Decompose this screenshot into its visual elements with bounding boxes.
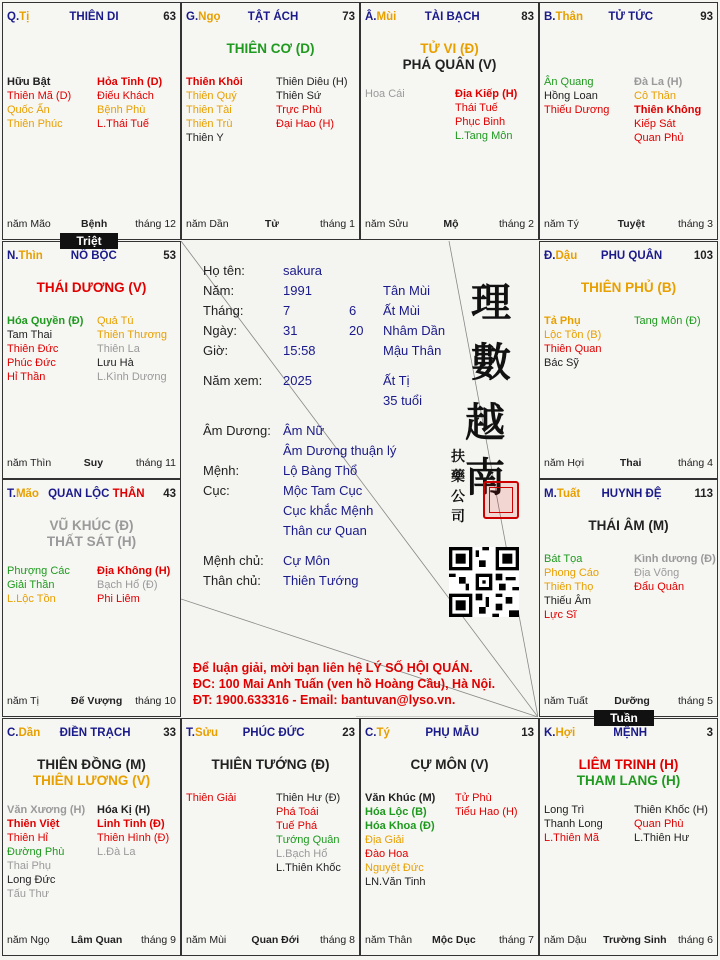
- palace-branch: Đ.Dậu: [544, 250, 578, 262]
- palace-month: tháng 11: [135, 457, 176, 469]
- palace-name: ĐIỀN TRẠCH: [59, 727, 131, 739]
- star-item: Văn Xương (H): [7, 804, 86, 816]
- palace-stage: Quan Đới: [251, 934, 300, 946]
- triet-tag: Triệt: [60, 233, 118, 249]
- palace-branch: Â.Mùi: [365, 11, 397, 23]
- palace-name: THIÊN DI: [69, 11, 119, 23]
- palace-branch: G.Ngọ: [186, 11, 221, 23]
- palace-branch: C.Dần: [7, 727, 41, 739]
- palace-month: tháng 4: [677, 457, 713, 469]
- star-item: Thiên Giải: [186, 792, 237, 804]
- info-amduong2: Âm Dương thuận lý: [283, 443, 397, 458]
- palace-header: [186, 11, 355, 25]
- star-item: Tang Môn (Đ): [634, 315, 701, 327]
- info-day-label: Ngày:: [203, 323, 237, 338]
- star-item: Hóa Khoa (Đ): [365, 820, 435, 832]
- palace-header: [544, 11, 713, 25]
- main-star: THẤT SÁT (H): [46, 534, 137, 549]
- info-amduong-label: Âm Dương:: [203, 423, 271, 438]
- star-list-left: [544, 803, 603, 845]
- main-star: CỰ MÔN (V): [410, 757, 489, 772]
- star-item: Thai Phụ: [7, 860, 52, 872]
- palace-footer: [544, 457, 713, 470]
- star-item: Đại Hao (H): [276, 118, 335, 130]
- star-item: Quan Phủ: [634, 132, 684, 144]
- star-item: Thiên Hỉ: [7, 832, 48, 844]
- palace-branch: Q.Tị: [7, 11, 30, 23]
- star-item: Thiên Không: [634, 104, 702, 116]
- palace-number: 113: [694, 488, 713, 500]
- star-item: Hồng Loan: [544, 90, 598, 102]
- info-menhchu: Cự Môn: [283, 553, 330, 568]
- palace-branch: T.Mão: [7, 488, 39, 500]
- main-stars: [361, 757, 538, 773]
- calligraphy-char: 越: [465, 399, 505, 446]
- palace-stage: Mộc Dục: [431, 934, 476, 946]
- info-menh-label: Mệnh:: [203, 463, 240, 478]
- palace-branch: C.Tý: [365, 727, 390, 739]
- star-item: Phượng Các: [7, 565, 70, 577]
- palace-number: 63: [163, 11, 176, 23]
- palace-branch: K.Hợi: [544, 727, 576, 739]
- palace-year: năm Mão: [7, 218, 51, 230]
- star-item: Đẩu Quân: [634, 581, 685, 593]
- star-item: L.Đà La: [97, 846, 136, 858]
- main-stars: [540, 280, 717, 296]
- star-item: Tuế Phá: [276, 820, 318, 832]
- star-item: Thiên Mã (D): [7, 90, 72, 102]
- palace-number: 13: [521, 727, 534, 739]
- calligraphy-char: 理: [471, 279, 511, 326]
- star-item: Thiên Hình (Đ): [97, 832, 170, 844]
- info-hour-label: Giờ:: [203, 343, 229, 358]
- star-item: Trực Phù: [276, 104, 322, 116]
- palace-year: năm Tuất: [544, 695, 588, 707]
- star-item: Thiên Đức: [7, 343, 59, 355]
- star-item: Tam Thai: [7, 329, 53, 341]
- info-day-cc: Nhâm Dần: [383, 323, 446, 338]
- calligraphy-small: 司: [451, 509, 465, 525]
- palace-header: [544, 250, 713, 264]
- star-item: Thiên Tài: [186, 104, 232, 116]
- main-star: THIÊN PHỦ (B): [580, 280, 677, 295]
- star-item: Giải Thần: [7, 579, 55, 591]
- star-item: L.Tang Môn: [455, 130, 513, 142]
- star-item: Địa Võng: [634, 567, 680, 579]
- star-item: Thiên Thọ: [544, 581, 594, 593]
- palace-branch: T.Sửu: [186, 727, 218, 739]
- star-item: Thanh Long: [544, 818, 603, 830]
- star-list-left: [365, 87, 405, 101]
- palace-number: 33: [163, 727, 176, 739]
- main-star: THÁI ÂM (M): [588, 518, 669, 533]
- calligraphy-char: 數: [471, 339, 511, 386]
- star-item: Long Đức: [7, 874, 56, 886]
- center-info-panel: [181, 241, 538, 717]
- info-day: 31: [283, 323, 298, 338]
- palace-number: 3: [706, 727, 713, 739]
- palace-month: tháng 5: [677, 695, 713, 707]
- star-item: Kình dương (Đ): [634, 553, 716, 565]
- star-item: Tấu Thư: [7, 888, 50, 900]
- palace-month: tháng 1: [319, 218, 355, 230]
- palace-stage: Bệnh: [81, 218, 108, 230]
- palace-stage: Tuyệt: [617, 218, 645, 230]
- main-star: PHÁ QUÂN (V): [402, 57, 497, 72]
- star-item: Hóa Kị (H): [97, 804, 151, 816]
- palace-month: tháng 7: [498, 934, 534, 946]
- star-item: Phá Toái: [276, 806, 319, 818]
- star-list-left: [544, 314, 601, 370]
- star-item: Quan Phù: [634, 818, 684, 830]
- palace-stage: Dưỡng: [614, 695, 650, 707]
- info-cuc-label: Cục:: [203, 483, 230, 498]
- palace-tat-ach[interactable]: [181, 2, 360, 240]
- info-hour-cc: Mậu Thân: [383, 343, 442, 358]
- star-list-left: [186, 791, 236, 805]
- star-item: Thiếu Âm: [544, 595, 592, 607]
- info-cuc: Mộc Tam Cục: [283, 483, 363, 498]
- palace-year: năm Mùi: [186, 934, 227, 946]
- star-item: Hữu Bật: [7, 76, 51, 88]
- palace-branch: B.Thân: [544, 11, 583, 23]
- star-item: Thiên Thương: [97, 329, 168, 341]
- info-menhchu-label: Mệnh chủ:: [203, 553, 264, 568]
- info-view-cc: Ất Tị: [383, 373, 410, 388]
- palace-footer: [186, 218, 355, 231]
- star-list-right: [276, 791, 341, 875]
- info-year-label: Năm:: [203, 283, 235, 298]
- palace-branch: M.Tuất: [544, 488, 581, 500]
- star-item: Tả Phụ: [544, 315, 581, 327]
- main-star: VŨ KHÚC (Đ): [49, 518, 134, 533]
- info-month: 7: [283, 303, 291, 318]
- star-list-right: [634, 75, 701, 145]
- palace-stage: Mộ: [443, 218, 459, 230]
- palace-stage: Suy: [83, 457, 104, 469]
- palace-month: tháng 12: [135, 218, 176, 230]
- palace-menh[interactable]: [539, 718, 718, 956]
- palace-year: năm Dần: [186, 218, 229, 230]
- star-item: LN.Văn Tinh: [365, 876, 426, 888]
- star-item: Phi Liêm: [97, 593, 140, 605]
- star-item: Tiểu Hao (H): [455, 806, 518, 818]
- main-star: THAM LANG (H): [576, 773, 681, 788]
- star-item: Tử Phù: [455, 792, 492, 804]
- palace-footer: [7, 934, 176, 947]
- info-age: 35 tuổi: [383, 393, 423, 408]
- palace-month: tháng 3: [677, 218, 713, 230]
- star-item: Thiên Khôi: [186, 76, 243, 88]
- palace-stage: Thai: [619, 457, 642, 469]
- info-thanchu: Thiên Tướng: [283, 573, 359, 588]
- palace-month: tháng 6: [677, 934, 713, 946]
- star-item: Thiên Quý: [186, 90, 237, 102]
- palace-footer: [365, 934, 534, 947]
- star-item: Đào Hoa: [365, 848, 409, 860]
- palace-phuc-duc[interactable]: [181, 718, 360, 956]
- palace-footer: [7, 457, 176, 470]
- contact-line-3: ĐT: 1900.633316 - Email: bantuvan@lyso.vn.: [193, 693, 456, 707]
- star-item: Bát Tọa: [544, 553, 583, 565]
- star-item: L.Thiên Hư: [634, 832, 690, 844]
- star-list-right: [634, 803, 708, 845]
- star-item: Thái Tuế: [455, 102, 498, 114]
- palace-year: năm Ngọ: [7, 934, 50, 946]
- main-star: THIÊN TƯỚNG (Đ): [211, 757, 330, 772]
- star-item: Thiên Diêu (H): [276, 76, 348, 88]
- main-stars: [540, 518, 717, 534]
- palace-stage: Tử: [264, 218, 279, 230]
- palace-year: năm Thân: [365, 934, 413, 946]
- star-item: L.Thái Tuế: [97, 118, 149, 130]
- main-star: THÁI DƯƠNG (V): [36, 280, 147, 295]
- palace-number: 53: [163, 250, 176, 262]
- star-item: Thiên Hư (Đ): [276, 792, 341, 804]
- star-item: Lộc Tồn (B): [544, 329, 602, 341]
- info-day-lunar: 20: [349, 323, 364, 338]
- info-view-year: 2025: [283, 373, 312, 388]
- star-item: Nguyệt Đức: [365, 862, 424, 874]
- calligraphy-small: 公: [451, 489, 465, 505]
- star-item: Địa Không (H): [97, 565, 171, 577]
- star-item: Long Trì: [544, 804, 585, 816]
- star-item: Ân Quang: [544, 76, 594, 88]
- palace-huynh-de[interactable]: [539, 479, 718, 717]
- info-name: sakura: [283, 263, 323, 278]
- palace-number: 103: [693, 250, 713, 262]
- star-item: Văn Khúc (M): [365, 792, 436, 804]
- palace-name: TÀI BẠCH: [424, 11, 480, 23]
- main-stars: [182, 41, 359, 57]
- star-list-left: [7, 803, 85, 901]
- star-item: Cô Thần: [634, 90, 676, 102]
- star-item: L.Lộc Tồn: [7, 593, 56, 605]
- palace-month: tháng 2: [498, 218, 534, 230]
- palace-name: TỬ TỨC: [608, 11, 654, 23]
- palace-month: tháng 9: [140, 934, 176, 946]
- star-item: Đường Phù: [7, 846, 65, 858]
- tuan-tag: Tuần: [594, 710, 654, 726]
- star-item: Bạch Hổ (Đ): [97, 579, 158, 591]
- contact-line-1: Để luận giải, mời bạn liên hệ LÝ SỐ HỘI QUÁN.: [193, 661, 473, 675]
- palace-stage: Trường Sinh: [603, 934, 667, 946]
- main-stars: [182, 757, 359, 773]
- star-list-left: [365, 791, 435, 889]
- palace-header: [544, 727, 713, 741]
- star-item: Thiên Khốc (H): [634, 804, 708, 816]
- palace-footer: [186, 934, 355, 947]
- star-item: Phục Binh: [455, 116, 506, 128]
- star-item: Kiếp Sát: [634, 118, 676, 130]
- star-item: Địa Kiếp (H): [455, 88, 518, 100]
- info-menh: Lộ Bàng Thổ: [283, 463, 358, 478]
- star-item: Bệnh Phù: [97, 104, 146, 116]
- info-cuc2: Cục khắc Mệnh: [283, 503, 374, 518]
- star-item: Hóa Quyền (Đ): [7, 315, 84, 327]
- palace-phu-mau[interactable]: [360, 718, 539, 956]
- palace-stage: Lâm Quan: [70, 934, 123, 946]
- star-list-left: [544, 75, 609, 117]
- star-list-right: [97, 564, 170, 606]
- palace-branch: N.Thìn: [7, 250, 43, 262]
- palace-year: năm Tý: [544, 218, 579, 230]
- star-list-right: [97, 803, 169, 859]
- palace-tai-bach[interactable]: [360, 2, 539, 240]
- palace-footer: [7, 695, 176, 708]
- calligraphy-small: 藥: [451, 469, 465, 485]
- palace-name: QUAN LỘC THÂN: [48, 488, 145, 500]
- palace-name: PHU QUÂN: [600, 250, 663, 262]
- star-item: Thiên La: [97, 343, 140, 355]
- star-list-left: [7, 75, 71, 131]
- star-list-right: [455, 791, 518, 819]
- main-star: THIÊN ĐỒNG (M): [37, 757, 146, 772]
- star-list-left: [544, 552, 599, 622]
- palace-month: tháng 8: [319, 934, 355, 946]
- star-list-right: [455, 87, 517, 143]
- palace-tu-tuc[interactable]: [539, 2, 718, 240]
- palace-header: [7, 11, 176, 25]
- star-item: Hỉ Thần: [7, 371, 46, 383]
- star-item: Thiên Trù: [186, 118, 233, 130]
- palace-stage: Đế Vượng: [71, 695, 123, 707]
- info-year-cc: Tân Mùi: [383, 283, 430, 298]
- star-item: Hỏa Tinh (D): [97, 76, 163, 88]
- star-list-right: [97, 314, 167, 384]
- info-month-label: Tháng:: [203, 303, 244, 318]
- info-name-label: Họ tên:: [203, 263, 245, 278]
- palace-name: TẬT ÁCH: [247, 11, 299, 23]
- palace-header: [7, 727, 176, 741]
- palace-name: NÔ BỘC: [70, 250, 117, 262]
- palace-no-boc[interactable]: [2, 241, 181, 479]
- star-item: Lưu Hà: [97, 357, 134, 369]
- star-item: L.Thiên Khốc: [276, 862, 341, 874]
- palace-year: năm Sửu: [365, 218, 409, 230]
- star-list-right: [97, 75, 162, 131]
- palace-header: [365, 11, 534, 25]
- info-year: 1991: [283, 283, 312, 298]
- palace-name: MỆNH: [613, 727, 648, 739]
- info-amduong: Âm Nữ: [283, 423, 325, 438]
- star-item: Thiên Phúc: [7, 118, 63, 130]
- palace-header: [186, 727, 355, 741]
- star-item: Quốc Ấn: [7, 104, 50, 116]
- palace-phu-quan[interactable]: [539, 241, 718, 479]
- main-star: THIÊN CƠ (D): [226, 41, 315, 56]
- palace-number: 83: [521, 11, 534, 23]
- palace-name: PHÚC ĐỨC: [242, 727, 305, 739]
- palace-year: năm Hợi: [544, 457, 585, 469]
- palace-number: 43: [163, 488, 176, 500]
- star-list-left: [7, 314, 83, 384]
- palace-footer: [365, 218, 534, 231]
- info-hour: 15:58: [283, 343, 316, 358]
- calligraphy-char: 南: [465, 454, 505, 501]
- star-list-right: [634, 314, 701, 328]
- info-cuc3: Thân cư Quan: [283, 523, 367, 538]
- palace-year: năm Tị: [7, 695, 39, 707]
- star-item: Bác Sỹ: [544, 357, 579, 369]
- palace-header: [365, 727, 534, 741]
- palace-footer: [544, 934, 713, 947]
- qr-code-icon[interactable]: [449, 547, 519, 617]
- star-list-left: [186, 75, 243, 145]
- star-item: Hóa Lộc (B): [365, 806, 427, 818]
- star-item: Điếu Khách: [97, 90, 154, 102]
- palace-number: 73: [342, 11, 355, 23]
- star-item: Tướng Quân: [276, 834, 340, 846]
- star-item: Hoa Cái: [365, 88, 405, 100]
- red-seal-icon: [483, 481, 519, 519]
- main-star: THIÊN LƯƠNG (V): [32, 773, 151, 788]
- palace-header: [7, 250, 176, 264]
- main-stars: [361, 41, 538, 73]
- star-item: L.Kình Dương: [97, 371, 167, 383]
- main-stars: [3, 280, 180, 296]
- star-item: Phúc Đức: [7, 357, 56, 369]
- main-stars: [3, 518, 180, 550]
- palace-name: PHỤ MẪU: [425, 727, 480, 739]
- star-item: L.Bạch Hổ: [276, 848, 328, 860]
- info-thanchu-label: Thân chủ:: [203, 573, 261, 588]
- palace-number: 23: [342, 727, 355, 739]
- star-item: Thiếu Dương: [544, 104, 610, 116]
- star-item: Thiên Quan: [544, 343, 602, 355]
- palace-quan-loc[interactable]: [2, 479, 181, 717]
- palace-footer: [544, 218, 713, 231]
- info-month-lunar: 6: [349, 303, 357, 318]
- palace-header: [544, 488, 713, 502]
- star-item: Linh Tinh (Đ): [97, 818, 165, 830]
- star-list-right: [634, 552, 716, 594]
- star-item: Thiên Y: [186, 132, 224, 144]
- contact-line-2: ĐC: 100 Mai Anh Tuấn (ven hồ Hoàng Cầu), Hà Nội.: [193, 677, 496, 691]
- palace-dien-trach[interactable]: [2, 718, 181, 956]
- star-list-left: [7, 564, 70, 606]
- palace-footer: [7, 218, 176, 231]
- info-month-cc: Ất Mùi: [383, 303, 420, 318]
- star-item: Địa Giải: [365, 834, 405, 846]
- palace-year: năm Thìn: [7, 457, 52, 469]
- info-view-year-label: Năm xem:: [203, 373, 263, 388]
- palace-thien-di[interactable]: [2, 2, 181, 240]
- star-item: Lực Sĩ: [544, 609, 577, 621]
- palace-name: HUYNH ĐỆ: [601, 488, 662, 500]
- star-item: Đà La (H): [634, 76, 683, 88]
- main-star: TỬ VI (Đ): [420, 41, 479, 56]
- star-item: L.Thiên Mã: [544, 832, 600, 844]
- palace-number: 93: [700, 11, 713, 23]
- palace-month: tháng 10: [135, 695, 176, 707]
- star-item: Thiên Việt: [7, 818, 60, 830]
- calligraphy-small: 扶: [451, 449, 465, 465]
- star-item: Phong Cáo: [544, 567, 600, 579]
- palace-header: [7, 488, 176, 502]
- star-item: Thiên Sứ: [276, 90, 322, 102]
- star-list-right: [276, 75, 348, 131]
- star-item: Quả Tú: [97, 315, 134, 327]
- main-stars: [3, 757, 180, 789]
- palace-year: năm Dậu: [544, 934, 587, 946]
- palace-footer: [544, 695, 713, 708]
- main-stars: [540, 757, 717, 789]
- main-star: LIÊM TRINH (H): [578, 757, 679, 772]
